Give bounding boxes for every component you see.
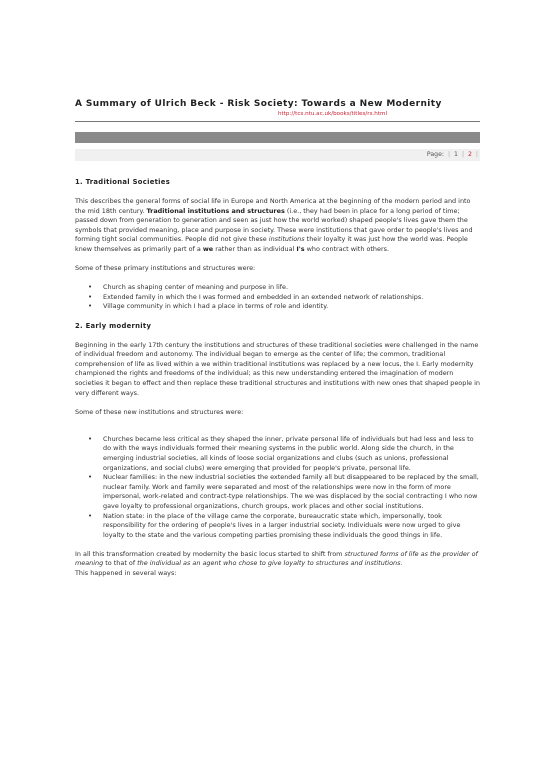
section-heading-early-modernity: 2. Early modernity bbox=[75, 321, 152, 330]
paragraph: In all this transformation created by modernity the basic locus started to shift from structured forms of life as the provider of meaning to that of the individual as an agent who chose to give loyalty to structures and institutions. bbox=[75, 549, 478, 568]
paragraph: This describes the general forms of social life in Europe and North America at the beginning of the modern period and into the mid 18th century. Traditional institutions and structures (i.e., they had been in place for a long period of time; passed down from generation to generation and seen as just how the world worked) shaped people's lives gave them the symbols that provided meaning, place and purpose in society. These were institutions that gave order to people's lives and forming tight social communities. People did not give these institutions their loyalty it was just how the world was. People knew themselves as primarily part of a we rather than as individual I's who contract with others. bbox=[75, 197, 473, 254]
paragraph: This happened in several ways: bbox=[75, 569, 177, 577]
bullet-list bbox=[75, 283, 480, 312]
bullet-list bbox=[75, 427, 480, 541]
page-separator: | bbox=[475, 151, 478, 158]
page-separator: | bbox=[461, 151, 465, 158]
paragraph: Some of these new institutions and structures were: bbox=[75, 407, 244, 416]
list-item: • Churches became less critical as they shaped the inner, private personal life of individuals but had less and less to do with the ways individuals formed their meaning systems in the public world. Along side the church, in the emerging industrial societies, all kinds of loose social organizations and clubs (such as unions, professional organizations, and social clubs) were emerging that provided for people's private, personal life. bbox=[103, 435, 480, 473]
header-divider bbox=[75, 121, 480, 122]
source-url-link[interactable]: http://tcs.ntu.ac.uk/books/titles/rs.html bbox=[278, 111, 388, 117]
list-item: • Church as shaping center of meaning and purpose in life. bbox=[103, 283, 480, 293]
page-navigation bbox=[75, 149, 480, 161]
page-label: Page: bbox=[426, 151, 444, 158]
paragraph: Beginning in the early 17th century the institutions and structures of these traditional societies were challenged in the name of individual freedom and autonomy. The individual began to emerge as the center of life; the common, traditional comprehension of life as lived within a we within traditional institutions was replaced by a new locus, the I. Early modernity championed the rights and freedoms of the individual; as this new understanding entered the imagination of modern societies it began to effect and then replace these traditional structures and institutions with new ones that shaped people in very different ways. bbox=[75, 340, 480, 397]
paragraph: Some of these primary institutions and structures were: bbox=[75, 264, 256, 273]
page-separator: | bbox=[447, 151, 451, 158]
page-link-1[interactable]: 1 bbox=[454, 151, 458, 158]
page-link-2[interactable]: 2 bbox=[468, 151, 472, 158]
list-item: • Nation state: in the place of the village came the corporate, bureaucratic state which, impersonally, took responsibility for the ordering of people's lives in a larger industrial society. Individuals were now urged to give loyalty to the state and the various competing parties promising these individuals the good things in life. bbox=[103, 512, 480, 541]
article-body bbox=[75, 178, 480, 588]
list-item: • Nuclear families: in the new industrial societies the extended family all but disappeared to be replaced by the small, nuclear family. Work and family were separated and most of the relationships were now in the form of more impersonal, work-related and contract-type relationships. The we was displaced by the social contracting I who now gave loyalty to professional organizations, church groups, work places and other social institutions. bbox=[103, 473, 480, 511]
header-bar bbox=[75, 132, 480, 143]
document-title: A Summary of Ulrich Beck - Risk Society: Towards a New Modernity bbox=[75, 99, 442, 109]
section-heading-traditional: 1. Traditional Societies bbox=[75, 178, 171, 186]
list-item: • Extended family in which the I was formed and embedded in an extended network of relationships. bbox=[103, 293, 480, 303]
list-item: • Village community in which I had a place in terms of role and identity. bbox=[103, 302, 480, 312]
